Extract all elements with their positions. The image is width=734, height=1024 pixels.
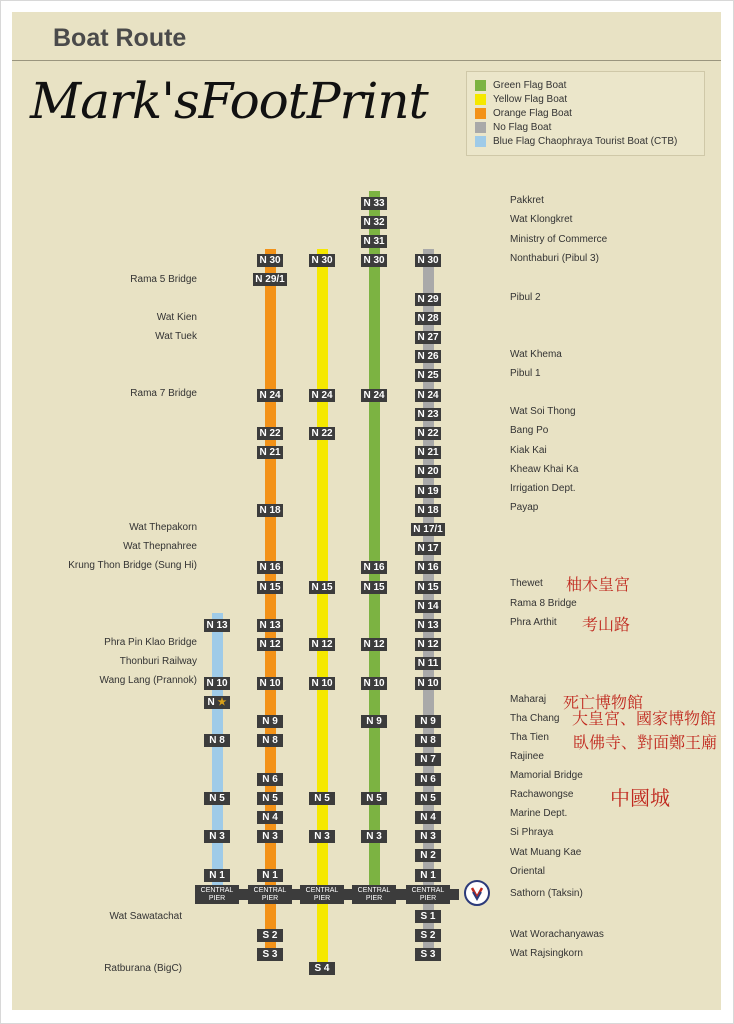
station-label-left: Ratburana (BigC) [104,963,182,974]
stop-green: N 24 [361,389,387,402]
stop-grey: N 17/1 [411,523,445,536]
legend-swatch-yellow [475,94,486,105]
stop-green: N 10 [361,677,387,690]
station-label-right: Maharaj [510,694,547,705]
legend-label-yellow: Yellow Flag Boat [493,93,568,105]
stop-green: N 5 [361,792,387,805]
title-divider [12,60,721,61]
stop-yellow: N 24 [309,389,335,402]
stop-grey: N 20 [415,465,441,478]
station-label-left: Rama 7 Bridge [130,388,197,399]
station-label-right: Phra Arthit [510,617,557,628]
station-label-right: Rama 8 Bridge [510,598,577,609]
stop-blue: N ★ [204,696,230,709]
station-label-right: Pakkret [510,195,544,206]
stop-orange: N 4 [257,811,283,824]
stop-grey: N 5 [415,792,441,805]
station-label-left: Wat Sawatachat [109,911,182,922]
page-title: Boat Route [53,24,187,52]
station-label-left: Wat Tuek [155,331,197,342]
station-label-left: Wat Thepakorn [129,522,197,533]
stop-yellow: N 30 [309,254,335,267]
stop-orange: N 12 [257,638,283,651]
central-pier-green: CENTRAL PIER [352,885,396,904]
stop-orange: N 22 [257,427,283,440]
legend-item-green [475,78,566,92]
stop-grey: N 29 [415,293,441,306]
station-label-left: Thonburi Railway [119,656,197,667]
stop-grey: N 7 [415,753,441,766]
legend-swatch-blue [475,136,486,147]
stop-grey: N 10 [415,677,441,690]
stop-grey: N 17 [415,542,441,555]
stop-grey: N 6 [415,773,441,786]
handwritten-note: 柚木皇宮 [566,575,631,594]
stop-blue: N 13 [204,619,230,632]
station-label-right: Si Phraya [510,827,554,838]
stop-grey: N 30 [415,254,441,267]
stop-orange: N 18 [257,504,283,517]
handwritten-note: 臥佛寺、對面鄭王廟 [573,733,718,752]
legend [466,71,705,156]
stop-yellow: N 5 [309,792,335,805]
stop-grey: N 9 [415,715,441,728]
legend-item-orange [475,106,572,120]
station-label-left: Rama 5 Bridge [130,274,197,285]
legend-item-yellow [475,92,567,106]
central-pier-grey: CENTRAL PIER [406,885,450,904]
legend-swatch-orange [475,108,486,119]
station-label-right: Kiak Kai [510,445,547,456]
stop-green: N 9 [361,715,387,728]
legend-item-grey [475,120,551,134]
handwritten-note: 中國城 [610,786,670,810]
stop-blue: N 8 [204,734,230,747]
stop-grey: N 14 [415,600,441,613]
stop-orange: N 1 [257,869,283,882]
stop-grey: N 23 [415,408,441,421]
handwritten-note: 大皇宮、國家博物館 [572,709,717,728]
stop-grey: N 21 [415,446,441,459]
stop-grey: S 1 [415,910,441,923]
station-label-right: Wat Muang Kae [510,847,582,858]
station-label-right: Bang Po [510,425,549,436]
station-label-right: Sathorn (Taksin) [510,888,583,899]
stop-grey: N 8 [415,734,441,747]
central-pier-blue: CENTRAL PIER [195,885,239,904]
station-label-right: Mamorial Bridge [510,770,583,781]
stop-yellow: N 22 [309,427,335,440]
station-label-left: Krung Thon Bridge (Sung Hi) [68,560,197,571]
legend-label-green: Green Flag Boat [493,79,567,91]
map-panel [12,12,721,1010]
stop-green: N 30 [361,254,387,267]
central-pier-orange: CENTRAL PIER [248,885,292,904]
stop-grey: N 19 [415,485,441,498]
stop-green: N 33 [361,197,387,210]
legend-label-grey: No Flag Boat [493,121,552,133]
legend-swatch-grey [475,122,486,133]
stop-orange: N 10 [257,677,283,690]
station-label-right: Tha Chang [510,713,560,724]
stop-orange: N 3 [257,830,283,843]
central-pier-yellow: CENTRAL PIER [300,885,344,904]
stop-yellow: N 15 [309,581,335,594]
station-label-right: Oriental [510,866,546,877]
station-label-right: Wat Worachanyawas [510,929,604,940]
legend-label-blue: Blue Flag Chaophraya Tourist Boat (CTB) [493,135,678,147]
stop-blue: N 5 [204,792,230,805]
stop-grey: N 13 [415,619,441,632]
station-label-right: Kheaw Khai Ka [510,464,579,475]
stop-orange: S 3 [257,948,283,961]
stop-green: N 32 [361,216,387,229]
route-line-yellow [317,249,328,972]
station-label-right: Irrigation Dept. [510,483,576,494]
handwritten-note: 死亡博物館 [563,693,644,712]
stop-orange: N 5 [257,792,283,805]
stop-grey: N 24 [415,389,441,402]
station-label-right: Nonthaburi (Pibul 3) [510,253,599,264]
station-label-left: Phra Pin Klao Bridge [104,637,197,648]
stop-grey: N 11 [415,657,441,670]
stop-grey: N 27 [415,331,441,344]
stop-green: N 3 [361,830,387,843]
stop-yellow: N 12 [309,638,335,651]
stop-yellow: N 3 [309,830,335,843]
stop-orange: N 21 [257,446,283,459]
station-label-right: Ministry of Commerce [510,234,608,245]
stop-grey: N 15 [415,581,441,594]
stop-yellow: S 4 [309,962,335,975]
station-label-right: Pibul 1 [510,368,541,379]
station-label-right: Wat Rajsingkorn [510,948,583,959]
stop-grey: S 3 [415,948,441,961]
stop-blue: N 1 [204,869,230,882]
route-line-blue [212,613,223,898]
stop-orange: N 9 [257,715,283,728]
stop-green: N 12 [361,638,387,651]
station-label-left: Wat Thepnahree [123,541,197,552]
stop-orange: N 8 [257,734,283,747]
stop-orange: N 6 [257,773,283,786]
stop-grey: N 4 [415,811,441,824]
pier-logo-icon [464,880,490,906]
stop-grey: N 28 [415,312,441,325]
stop-blue: N 3 [204,830,230,843]
stop-orange: N 29/1 [253,273,287,286]
station-label-right: Thewet [510,578,543,589]
station-label-right: Wat Klongkret [510,214,573,225]
stop-orange: N 15 [257,581,283,594]
station-label-left: Wang Lang (Prannok) [99,675,197,686]
stop-orange: N 30 [257,254,283,267]
stop-grey: S 2 [415,929,441,942]
station-label-right: Tha Tien [510,732,549,743]
route-line-orange [265,249,276,958]
stop-grey: N 18 [415,504,441,517]
legend-item-blue [475,134,677,148]
watermark-signature: Mark'sFootPrint [30,72,428,130]
stop-orange: N 16 [257,561,283,574]
stop-grey: N 2 [415,849,441,862]
stop-grey: N 26 [415,350,441,363]
stop-grey: N 12 [415,638,441,651]
stop-grey: N 1 [415,869,441,882]
stop-grey: N 3 [415,830,441,843]
station-label-right: Wat Khema [510,349,562,360]
stop-grey: N 22 [415,427,441,440]
stop-grey: N 25 [415,369,441,382]
station-label-left: Wat Kien [156,312,197,323]
station-label-right: Wat Soi Thong [510,406,576,417]
stop-green: N 31 [361,235,387,248]
station-label-right: Pibul 2 [510,292,541,303]
stop-orange: S 2 [257,929,283,942]
stop-green: N 16 [361,561,387,574]
station-label-right: Marine Dept. [510,808,568,819]
stop-yellow: N 10 [309,677,335,690]
stop-grey: N 16 [415,561,441,574]
legend-swatch-green [475,80,486,91]
station-label-right: Rachawongse [510,789,574,800]
station-label-right: Rajinee [510,751,544,762]
stop-orange: N 13 [257,619,283,632]
stop-orange: N 24 [257,389,283,402]
handwritten-note: 考山路 [582,615,631,634]
station-label-right: Payap [510,502,539,513]
stop-green: N 15 [361,581,387,594]
legend-label-orange: Orange Flag Boat [493,107,572,119]
stop-blue: N 10 [204,677,230,690]
